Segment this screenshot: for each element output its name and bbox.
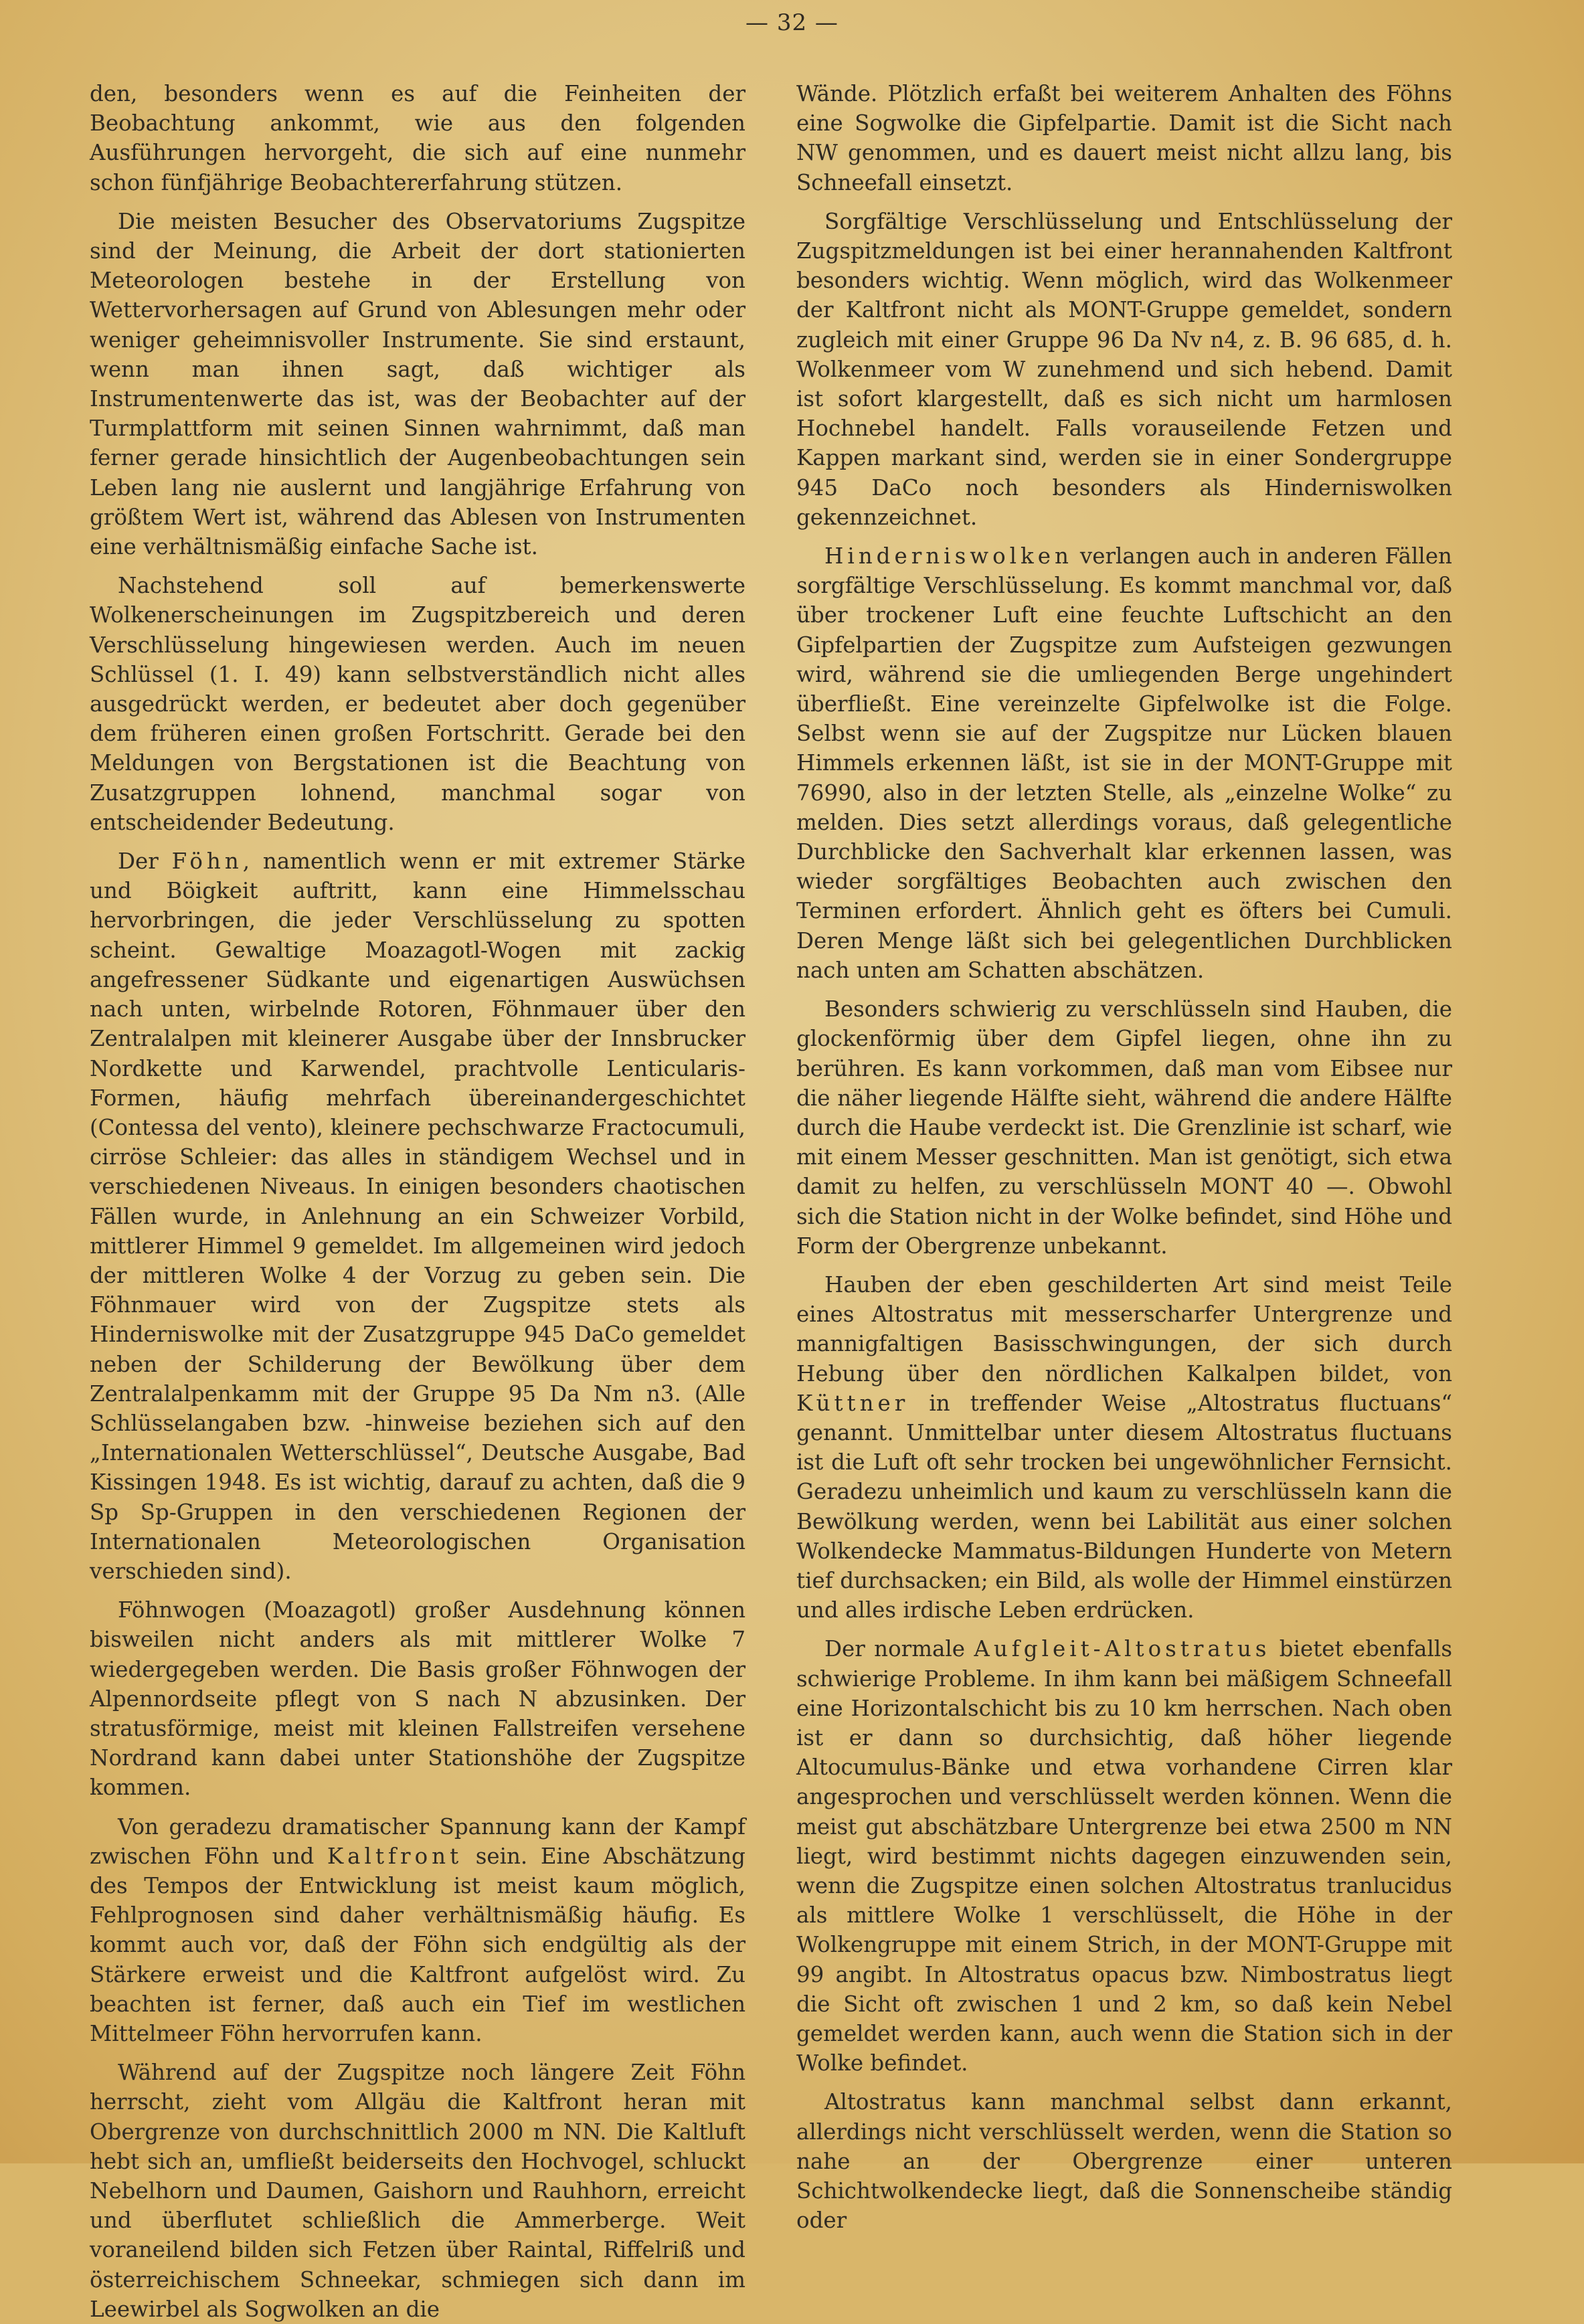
spaced-term: Aufgleit-Altostratus bbox=[974, 1636, 1271, 1662]
page-number: — 32 — bbox=[745, 9, 839, 36]
spaced-term: Küttner bbox=[796, 1390, 909, 1416]
right-column bbox=[796, 79, 1452, 2234]
paragraph: Während auf der Zugspitze noch längere Zeit Föhn herrscht, zieht vom Allgäu die Kaltfront heran mit Obergrenze von durchschnittlich 2000 m NN. Die Kaltluft hebt sich an, umfließt beiderseits den Hochvogel, schluckt Nebelhorn und Daumen, Gaishorn und Rauhhorn, erreicht und überflutet schließlich die Ammerberge. Weit voraneilend bilden sich Fetzen über Raintal, Riffelriß und österreichischem Schneekar, schmiegen sich dann im Leewirbel als Sogwolken an die bbox=[90, 2060, 745, 2322]
left-column bbox=[90, 79, 745, 2322]
paragraph: Wände. Plötzlich erfaßt bei weiterem Anhalten des Föhns eine Sogwolke die Gipfelpartie. Damit ist die Sicht nach NW genommen, und es dauert meist nicht allzu lang, bis Schneefall einsetzt. bbox=[796, 81, 1452, 195]
paragraph-rest: sein. Eine Abschätzung des Tempos der Entwicklung ist meist kaum möglich, Fehlprognosen sind daher verhältnismäßig häufig. Es kommt auch vor, daß der Föhn sich endgültig als der Stärkere erweist und die Kaltfront aufgelöst wird. Zu beachten ist ferner, daß auch ein Tief im westlichen Mittelmeer Föhn hervorrufen kann. bbox=[90, 1843, 745, 2046]
spaced-term: Föhn bbox=[171, 848, 243, 875]
paragraph: Sorgfältige Verschlüsselung und Entschlüsselung der Zugspitzmeldungen ist bei einer herannahenden Kaltfront besonders wichtig. Wenn möglich, wird das Wolkenmeer der Kaltfront nicht als MONT-Gruppe gemeldet, sondern zugleich mit einer Gruppe 96 Da Nv n4, z. B. 96 685, d. h. Wolkenmeer vom W zunehmend und sich hebend. Damit ist sofort klargestellt, daß es sich nicht um harmlosen Hochnebel handelt. Falls vorauseilende Fetzen und Kappen markant sind, werden sie in einer Sondergruppe 945 DaCo noch besonders als Hinderniswolken gekennzeichnet. bbox=[796, 208, 1452, 530]
paragraph bbox=[796, 541, 1452, 985]
paragraph-rest: in treffender Weise „Altostratus fluctuans“ genannt. Unmittelbar unter diesem Altostratus fluctuans ist die Luft oft sehr trocken bei ungewöhnlicher Fernsicht. Geradezu unheimlich und kaum zu verschlüsseln kann die Bewölkung werden, wenn bei Labilität aus einer solchen Wolkendecke Mammatus-Bildungen Hunderte von Metern tief durchsacken; ein Bild, als wolle der Himmel einstürzen und alles irdische Leben erdrücken. bbox=[796, 1390, 1452, 1623]
paragraph: Besonders schwierig zu verschlüsseln sind Hauben, die glockenförmig über dem Gipfel liegen, ohne ihn zu berühren. Es kann vorkommen, daß man vom Eibsee nur die näher liegende Hälfte sieht, während die andere Hälfte durch die Haube verdeckt ist. Die Grenzlinie ist scharf, wie mit einem Messer geschnitten. Man ist genötigt, sich etwa damit zu helfen, zu verschlüsseln MONT 40 —. Obwohl sich die Station nicht in der Wolke befindet, sind Höhe und Form der Obergrenze unbekannt. bbox=[796, 996, 1452, 1259]
paragraph-lead: Der normale bbox=[824, 1636, 974, 1662]
paragraph bbox=[90, 846, 745, 1586]
paragraph-rest: bietet ebenfalls schwierige Probleme. In ihm kann bei mäßigem Schneefall eine Horizontalschicht bis zu 10 km herrschen. Nach oben ist er dann so durchsichtig, daß höher liegende Altocumulus-Bänke und etwa vorhandene Cirren klar angesprochen und verschlüsselt werden können. Wenn die meist gut abschätzbare Untergrenze bei etwa 2500 m NN liegt, wird bestimmt nichts dagegen einzuwenden sein, wenn die Zugspitze einen solchen Altostratus tranlucidus als mittlere Wolke 1 verschlüsselt, die Höhe in der Wolkengruppe mit einem Strich, in der MONT-Gruppe mit 99 angibt. In Altostratus opacus bzw. Nimbostratus liegt die Sicht oft zwischen 1 und 2 km, so daß kein Nebel gemeldet werden kann, auch wenn die Station sich in der Wolke befindet. bbox=[796, 1636, 1452, 2076]
paragraph bbox=[796, 1634, 1452, 2078]
paragraph-rest: , namentlich wenn er mit extremer Stärke und Böigkeit auftritt, kann eine Himmelsschau hervorbringen, die jeder Verschlüsselung zu spotten scheint. Gewaltige Moazagotl-Wogen mit zackig angefressener Südkante und eigenartigen Auswüchsen nach unten, wirbelnde Rotoren, Föhnmauer über den Zentralalpen mit kleinerer Ausgabe über der Innsbrucker Nordkette und Karwendel, prachtvolle Lenticularis-Formen, häufig mehrfach übereinandergeschichtet (Contessa del vento), kleinere pechschwarze Fractocumuli, cirröse Schleier: das alles in ständigem Wechsel und in verschiedenen Niveaus. In einigen besonders chaotischen Fällen wurde, in Anlehnung an ein Schweizer Vorbild, mittlerer Himmel 9 gemeldet. Im allgemeinen wird jedoch der mittleren Wolke 4 der Vorzug zu geben sein. Die Föhnmauer wird von der Zugspitze stets als Hinderniswolke mit der Zusatzgruppe 945 DaCo gemeldet neben der Schilderung der Bewölkung über dem Zentralalpenkamm mit der Gruppe 95 Da Nm n3. (Alle Schlüsselangaben bzw. -hinweise beziehen sich auf den „Internationalen Wetterschlüssel“, Deutsche Ausgabe, Bad Kissingen 1948. Es ist wichtig, darauf zu achten, daß die 9 Sp Sp-Gruppen in den verschiedenen Regionen der Internationalen Meteorologischen Organisation verschieden sind). bbox=[90, 848, 745, 1584]
spaced-term: Hinderniswolken bbox=[824, 543, 1073, 569]
paragraph: Föhnwogen (Moazagotl) großer Ausdehnung können bisweilen nicht anders als mit mittlerer Wolke 7 wiedergegeben werden. Die Basis großer Föhnwogen der Alpennordseite pflegt von S nach N abzusinken. Der stratusförmige, meist mit kleinen Fallstreifen versehene Nordrand kann dabei unter Stationshöhe der Zugspitze kommen. bbox=[90, 1597, 745, 1801]
paragraph: Die meisten Besucher des Observatoriums Zugspitze sind der Meinung, die Arbeit der dort stationierten Meteorologen bestehe in der Erstellung von Wettervorhersagen auf Grund von Ablesungen mehr oder weniger geheimnisvoller Instrumente. Sie sind erstaunt, wenn man ihnen sagt, daß wichtiger als Instrumentenwerte das ist, was der Beobachter auf der Turmplattform mit seinen Sinnen wahrnimmt, daß man ferner gerade hinsichtlich der Augenbeobachtungen sein Leben lang nie auslernt und langjährige Erfahrung von größtem Wert ist, während das Ablesen von Instrumenten eine verhältnismäßig einfache Sache ist. bbox=[90, 208, 745, 560]
paragraph: Altostratus kann manchmal selbst dann erkannt, allerdings nicht verschlüsselt werden, wenn die Station so nahe an der Obergrenze einer unteren Schichtwolkendecke liegt, daß die Sonnenscheibe ständig oder bbox=[796, 2089, 1452, 2234]
paragraph: Nachstehend soll auf bemerkenswerte Wolkenerscheinungen im Zugspitzbereich und deren Verschlüsselung hingewiesen werden. Auch im neuen Schlüssel (1. I. 49) kann selbstverständlich nicht alles ausgedrückt werden, er bedeutet aber doch gegenüber dem früheren einen großen Fortschritt. Gerade bei den Meldungen von Bergstationen ist die Beachtung von Zusatzgruppen lohnend, manchmal sogar von entscheidender Bedeutung. bbox=[90, 573, 745, 835]
paragraph: den, besonders wenn es auf die Feinheiten der Beobachtung ankommt, wie aus den folgenden Ausführungen hervorgeht, die sich auf eine nunmehr schon fünfjährige Beobachtererfahrung stützen. bbox=[90, 81, 745, 195]
paragraph bbox=[90, 1812, 745, 2049]
paragraph bbox=[796, 1270, 1452, 1625]
paragraph-lead: Der bbox=[118, 848, 172, 875]
paragraph-lead: Von geradezu dramatischer Spannung kann der Kampf zwischen Föhn und bbox=[90, 1813, 745, 1869]
paragraph-rest: verlangen auch in anderen Fällen sorgfältige Verschlüsselung. Es kommt manchmal vor, daß über trockener Luft eine feuchte Luftschicht an den Gipfelpartien der Zugspitze zum Aufsteigen gezwungen wird, während sie die umliegenden Berge ungehindert überfließt. Eine vereinzelte Gipfelwolke ist die Folge. Selbst wenn sie auf der Zugspitze nur Lücken blauen Himmels erkennen läßt, ist sie in der MONT-Gruppe mit 76990, also in der letzten Stelle, als „einzelne Wolke“ zu melden. Dies setzt allerdings voraus, daß gelegentliche Durchblicke den Sachverhalt klar erkennen lassen, was wieder sorgfältiges Beobachten auch zwischen den Terminen erfordert. Ähnlich geht es öfters bei Cumuli. Deren Menge läßt sich bei gelegentlichen Durchblicken nach unten am Schatten abschätzen. bbox=[796, 543, 1452, 983]
paragraph-lead: Hauben der eben geschilderten Art sind meist Teile eines Altostratus mit messerscharfer Untergrenze und mannigfaltigen Basisschwingungen, der sich durch Hebung über den nördlichen Kalkalpen bildet, von bbox=[796, 1271, 1452, 1387]
spaced-term: Kaltfront bbox=[327, 1843, 463, 1869]
